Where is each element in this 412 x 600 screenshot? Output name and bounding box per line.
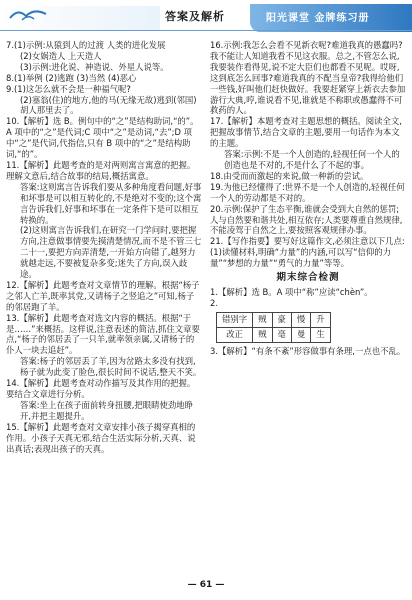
table-cell: 错别字 xyxy=(217,312,253,327)
table-row xyxy=(217,312,331,327)
answer-line: (2)女娲造人 上天造人 xyxy=(20,50,102,61)
answer-line: (3)示例:进化说、神造说、外星人说等。 xyxy=(20,61,169,72)
answer-line: (2)塞翁(住)的地方,他的马(无缘无故)逃到(邻国)胡人那里去了。 xyxy=(20,94,197,116)
table-cell: 豪 xyxy=(272,312,291,327)
answer-line: 9.(1)这怎么就不会是一种福气呢? xyxy=(6,83,131,94)
answer-line: 3.【解析】“有条不紊”形容做事有条理,一点也不乱。 xyxy=(210,345,406,356)
answer-line: 14.【解析】此题考查对动作描写及其作用的把握。要结合文章进行分析。 xyxy=(6,378,196,399)
answer-line: 21.【写作指要】要写好这篇作文,必须注意以下几点:(1)读懂材料,明确“力量”的内涵,可以写“信仰的力量”“梦想的力量”“勇气的力量”等等。 xyxy=(210,236,405,269)
table-cell: 贼 xyxy=(253,327,272,342)
answer-line: 答案:坐上在孩子面前转身扭腰,把眼睛使劲地睁开,并把主题提升。 xyxy=(20,399,193,421)
answer-line: 19.为他已经懂得了:世界不是一个人创造的,轻视任何一个人的劳动都是不对的。 xyxy=(210,181,405,203)
answer-line: 11.【解析】此题考查的是对两则寓言寓意的把握。理解文意后,结合故事的结局,概括寓意。 xyxy=(6,159,196,181)
answer-line: 2. xyxy=(210,297,218,308)
answer-line: 答案:示例:不是一个人创造的,轻视任何一个人的创造也是不对的,不是什么了不起的事。 xyxy=(224,149,400,170)
table-cell: 升 xyxy=(311,312,330,327)
answer-line: 15.【解析】此题考查对文章安排小孩子揭穿真相的作用。小孩子天真无邪,结合生活实际分析,天真、说出真话;表现出孩子的天真。 xyxy=(6,421,196,454)
bird-icon xyxy=(8,6,48,24)
answer-line: 20.示例:保护了生态平衡,谁就会受到大自然的惩罚;人与自然要和谐共处,相互依存;人类要尊重自然规律,不能凌驾于自然之上,要按照客观规律办事。 xyxy=(210,203,403,236)
page-header xyxy=(0,0,412,38)
header-rule xyxy=(0,30,412,31)
answer-line: 答案:这则寓言告诉我们要从多种角度看问题,好事和坏事是可以相互转化的,不是绝对不变的;这个寓言告诉我们,好事和坏事在一定条件下是可以相互转换的。 xyxy=(20,181,202,225)
typo-table xyxy=(216,312,331,343)
answer-line: 10.【解析】选 B。例句中的“之”是结构助词,“的”。A 项中的“之”是代词;C 项中“之”是动词,“去”;D 项中“之”是代词,代指信,只有 B 项中的“之”是结构助词,“的”。 xyxy=(6,116,199,160)
right-column xyxy=(210,40,406,357)
table-cell: 生 xyxy=(311,327,330,342)
answer-line: 16.示例:我怎么会看不见新衣呢?难道我真的愚蠢吗?我不能让人知道我看不见这衣服。总之,不管怎么说,我要装作看得见,说不定大臣们也都看不见呢。哎呀,这到底怎么回事?难道我真的不配当皇帝?我得给他们一些钱,好叫他们赶快做好。我要赶紧穿上新衣去参加游行大典,哼,谁说看不见,谁就是不称职或愚蠢得不可救药的人。 xyxy=(210,40,406,116)
page-number: — 61 — xyxy=(187,580,225,590)
table-cell: 贼 xyxy=(253,312,272,327)
answer-line: (2)这则寓言告诉我们,在研究一门学问时,要把握方向,注意做事情要先摸清楚情况,而不是不管三七二十一,要把方向弄清楚,一开始方向错了,越努力就越走远,不要被复杂多变;迷失了方向,误入歧途。 xyxy=(20,225,202,280)
answer-line: 8.(1)举例 (2)逃跑 (3)当然 (4)恶心 xyxy=(6,72,137,83)
answer-line: 7.(1)示例:从猿到人的过渡 人类的进化发展 xyxy=(6,40,166,50)
table-cell: 曼 xyxy=(291,327,310,342)
table-cell: 慢 xyxy=(291,312,310,327)
answer-line: 17.【解析】本题考查对主题思想的概括。阅读全文,把握故事情节,结合文章的主题,要用一句话作为本文的主题。 xyxy=(210,116,402,149)
series-title: 阳光课堂 金牌练习册 xyxy=(266,13,370,24)
answer-line: 13.【解析】此题考查对选文内容的概括。根据“于是……”来概括。这样说,注意表述的简洁,抓住文章要点,“杨子的邻居丢了一只羊,就率领亲属,又请杨子的仆人一块去追赶”。 xyxy=(6,312,200,356)
answer-line: 1.【解析】选 B。A 项中“称”应读“chèn”。 xyxy=(210,286,373,297)
table-cell: 毫 xyxy=(272,327,291,342)
answer-line: 答案:杨子的邻居丢了羊,因为岔路太多没有找到,杨子就为此变了脸色,很长时间不说话,整天不笑。 xyxy=(20,356,202,378)
answer-line: 18.由受而而激起的来说,做一种新的尝试。 xyxy=(210,170,369,181)
page-title: 答案及解析 xyxy=(165,10,225,23)
table-cell: 改正 xyxy=(217,327,253,342)
answer-line: 12.【解析】此题考查对文章情节的理解。根据“杨子之邻人亡羊,既率其党,又请杨子之竖追之”可知,杨子的邻居跑了羊。 xyxy=(6,279,200,312)
table-row xyxy=(217,327,331,342)
left-column xyxy=(6,40,202,454)
section-title: 期末综合检测 xyxy=(276,272,340,284)
